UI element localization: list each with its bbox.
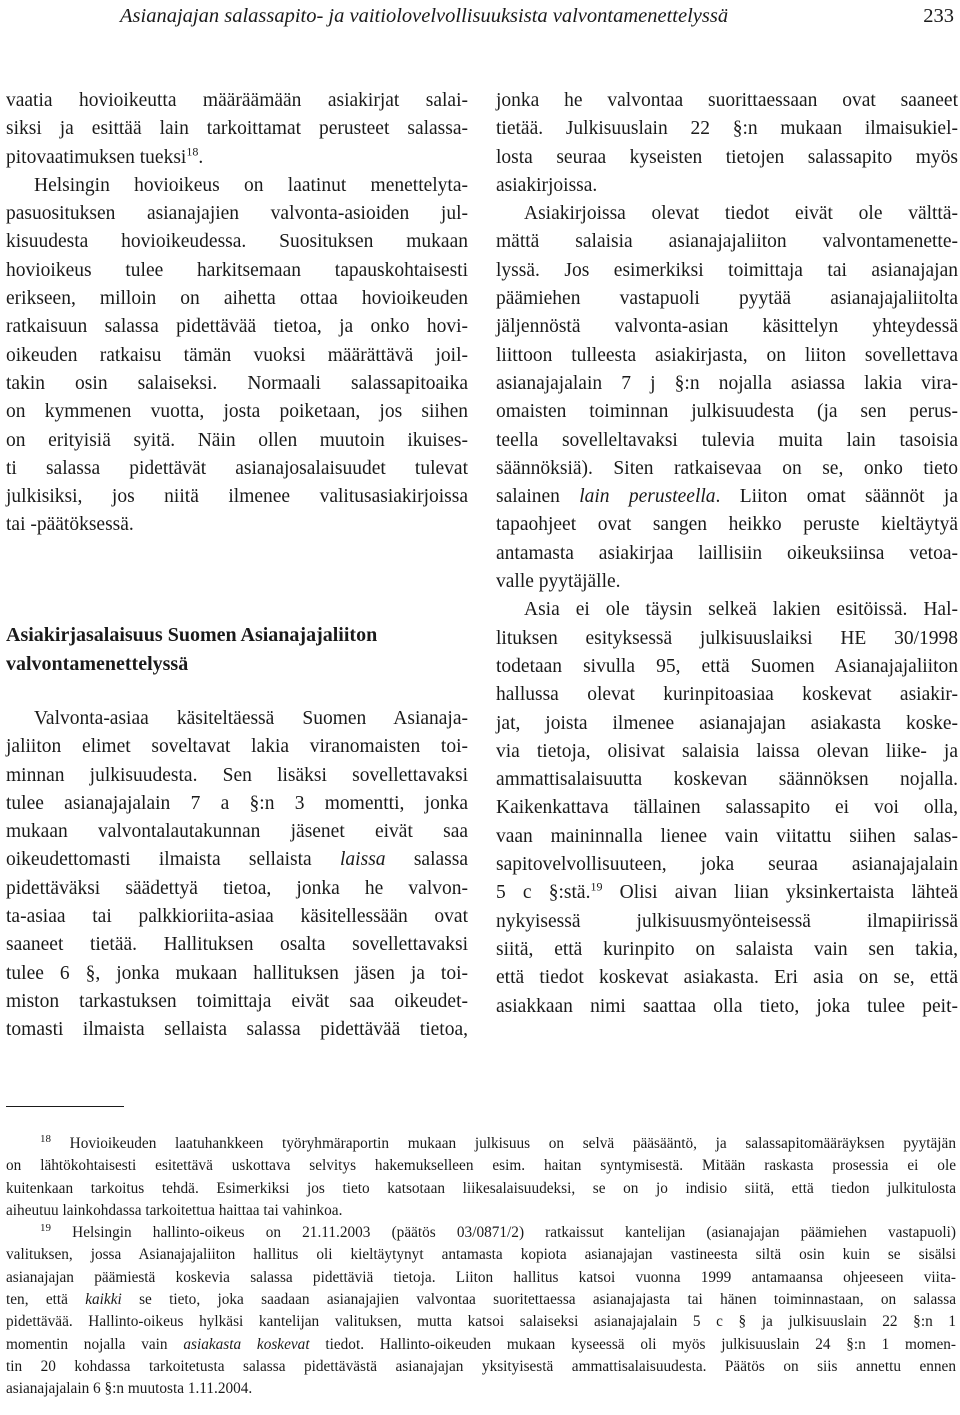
footnote-ref-19[interactable]: 19 [590,879,603,894]
text-fragment: Hovioikeuden laatuhankkeen työryhmäraportin mukaan julkisuus on selvä pääsääntö, ja salassapitomääräyksen pyytäjän [69,1135,956,1152]
text-fragment: se tieto, joka saadaan asianajajien valvontaa suoritettaessa asianajajasta tai hänen toiminnastaan, on salassa [121,1291,956,1309]
text-line: lyssä. Jos esimerkiksi toimittaja tai asianajajan [496,259,958,281]
footnotes [6,1133,956,1401]
heading-line: valvontamenettelyssä [6,653,189,675]
text-line: sapitovelvollisuuteen, joka seuraa asianajajalain [496,854,958,876]
emphasis: asiakasta koskevat [183,1335,310,1353]
text-line: nykyisessä julkisuusmyönteisessä ilmapiirissä [496,910,958,932]
footnote-ref-18[interactable]: 18 [186,144,199,159]
text-line: ta-asiaa tai palkkioriita-asiaa käsitellessään ovat [6,906,468,928]
text-line [6,1334,956,1356]
text-line: asiakirjoissa. [496,174,598,196]
text-line: asiakkaan nimi saattaa olla tieto, joka tulee peit- [496,995,958,1017]
footnote-number: 18 [40,1132,51,1145]
text-line: mättä salaisia asianajajaliiton valvontamenette- [496,231,958,253]
text-line: että tiedot koskevat asiakasta. Eri asia on se, että [496,967,958,989]
page-number: 233 [923,5,954,27]
text-line: teella sovelleltavaksi tulevia muita lain tasoisia [496,429,958,451]
text-line: omaisten toiminnan julkisuudesta (ja sen perus- [496,401,958,423]
text-line: losta seuraa kyseisten tietojen salassapito myös [496,146,958,168]
text-line: kisuudesta hovioikeudessa. Suosituksen mukaan [6,231,468,253]
text-line: saaneet tietää. Hallituksen osalta sovellettavaksi [6,934,468,956]
footnote-18 [6,1133,956,1222]
text-line: siitä, että kurinpito on salaista vain sen takia, [496,938,958,960]
text-line: ratkaisuun salassa pidettävää tietoa, ja onko hovi- [6,316,468,338]
text-line: pidettäväksi säädettyä tietoa, jonka he valvon- [6,877,468,899]
emphasis: lain perusteella [579,486,716,508]
text-line: valle pyytäjälle. [496,571,621,593]
text-line: Helsingin hovioikeus on laatinut menettelyta- [34,174,468,196]
text-line: jaliiton elimet soveltavat lakia viranomaisten toi- [6,736,468,758]
emphasis: kaikki [85,1291,122,1309]
section-heading [6,621,468,679]
emphasis: laissa [340,849,386,871]
text-line: jonka he valvontaa suorittaessaan ovat saaneet [496,90,958,111]
text-line: aiheutuu lainkohdassa tarkoitettua haittaa tai vahinkoa. [6,1201,343,1219]
text-line: antamasta asiakirjaa laillisiin oikeuksiinsa vetoa- [496,542,958,564]
text-fragment: pitovaatimuksen tueksi [6,146,187,168]
paragraph [6,705,468,1045]
paragraph [496,596,958,1020]
text-line: pidettävää. Hallinto-oikeus hylkäsi kantelijan valituksen, mutta katsoi salaiseksi asianajajalain 5 c § ja julkisuuslain 22 §:n 1 [6,1313,956,1331]
text-line: jat, joista ilmenee asianajajan asiakasta koske- [496,712,958,734]
text-line: valituksen, jossa Asianajajaliiton hallitus oli kieltäytynyt antamasta kopiota asianajajan vastineesta siltä osin kuin se sisälsi [6,1246,956,1264]
text-fragment: ten, että [6,1291,86,1309]
text-fragment: . [198,146,204,168]
text-line: miston tarkastuksen toimittaja eivät saa oikeudet- [6,990,468,1012]
text-line: asianajajalain 6 §:n muutosta 1.11.2004. [6,1380,253,1398]
text-line: asianajajalain 7 j §:n nojalla asiassa lakia vira- [496,372,958,394]
text-line: lituksen esityksessä julkisuuslaiksi HE 30/1998 [496,627,958,649]
text-line: on erityisiä syitä. Näin ollen muutoin ikuises- [6,429,468,451]
text-line: jäljennöstä valvonta-asian käsittelyn yhteydessä [496,316,958,338]
text-line [6,846,468,874]
text-fragment: momentin nojalla vain [6,1335,184,1353]
text-line: via tietoja, olisivat salaisia laissa olevan liike- ja [496,740,958,762]
text-line: tai -päätöksessä. [6,514,134,536]
footnote-number: 19 [40,1222,51,1235]
footnote-divider [6,1106,124,1107]
text-line: tomasti ilmaista sellaista salassa pidettävää tietoa, [6,1019,468,1041]
text-line: oikeuden ratkaisu tämän vuoksi määrättävä joil- [6,344,468,366]
heading-line: Asiakirjasalaisuus Suomen Asianajajaliiton [6,624,378,646]
text-fragment: Olisi aivan liian yksinkertaista lähteä [602,882,959,904]
text-line: liittoon tulleesta asiakirjasta, on liiton sovellettava [496,344,958,366]
text-line: tietää. Julkisuuslain 22 §:n mukaan ilmaisukiel- [496,118,958,140]
text-line: takin osin salaiseksi. Normaali salassapitoaika [6,372,468,394]
text-line: todetaan sivulla 95, että Suomen Asianajajaliiton [496,655,958,677]
text-line [496,879,958,907]
text-line: asianajajan päämiestä koskevia salassa pidettäviä tietoja. Liiton hallitus katsoi vuonna 1999 antamaansa ohjeeseen viita- [6,1268,956,1286]
text-line [6,1133,956,1155]
footnote-19 [6,1222,956,1400]
text-line: minnan julkisuudesta. Sen lisäksi sovellettavaksi [6,764,468,786]
text-line: kuitenkaan tarkoitus tehdä. Esimerkiksi jos tieto katsotaan liikesalaisuudeksi, se on jo indisio siitä, että tiedon julkitulosta [6,1179,956,1197]
text-line: Kaikenkattava tällainen salassapito ei voi olla, [496,797,958,819]
text-fragment: oikeudettomasti ilmaista sellaista [6,849,341,871]
text-fragment: salassa [385,849,468,871]
text-line: mukaan valvontalautakunnan jäsenet eivät saa [6,821,468,843]
text-line [496,483,958,511]
text-line: on kymmenen vuotta, josta poiketaan, jos siihen [6,401,468,423]
text-line: Asia ei ole täysin selkeä lakien esitöissä. Hal- [524,599,958,621]
text-line [6,144,468,172]
text-line: säännöksiä). Siten ratkaisevaa on se, onko tieto [496,457,958,479]
paragraph [496,200,958,596]
left-column-bottom [6,705,468,1045]
text-line: päämiehen vastapuoli pyytää asianajajaliitolta [496,288,958,310]
paragraph [6,172,468,540]
text-fragment: Helsingin hallinto-oikeus on 21.11.2003 (päätös 03/0871/2) ratkaissut kantelijan (asianajajan päämiehen vastapuoli) [72,1224,956,1242]
paragraph [6,87,468,172]
text-line: Valvonta-asiaa käsiteltäessä Suomen Asianaja- [34,708,468,729]
text-line: ammattisalaisuutta koskevan säännöksen nojalla. [496,769,958,791]
text-line: on lähtökohtaisesti esitettävä uskottava selvitys hakemukselleen esim. haitan syntymisestä. Mitään raskasta prosessia ei ole [6,1157,956,1175]
text-fragment: . Liiton omat säännöt ja [715,486,959,508]
text-fragment: 5 c §:stä. [496,882,591,904]
text-line: ti salassa pidettävät asianajosalaisuudet tulevat [6,457,468,479]
text-line: vaan maininnalla lienee vain viitattu siihen salas- [496,825,958,847]
left-column-top [6,87,468,540]
text-line [6,1289,956,1311]
text-line: julkisiksi, jos niitä ilmenee valitusasiakirjoissa [6,486,468,508]
text-line: hovioikeus tulee harkitsemaan tapauskohtaisesti [6,259,468,281]
text-line: vaatia hovioikeutta määräämään asiakirjat salai- [6,90,468,111]
text-line: siksi ja esittää lain tarkoittamat perusteet salassa- [6,118,468,140]
text-line: erikseen, milloin on aihetta ottaa hovioikeuden [6,288,468,310]
paragraph [496,87,958,200]
text-line: tulee 6 §, jonka mukaan hallituksen jäsen ja toi- [6,962,468,984]
running-title: Asianajajan salassapito- ja vaitiolovelvollisuuksista valvontamenettelyssä [120,5,729,27]
text-fragment: salainen [496,486,580,508]
right-column [496,87,958,1021]
text-line: tulee asianajajalain 7 a §:n 3 momentti, jonka [6,792,468,814]
text-line: tapaohjeet ovat sangen heikko peruste kieltäytyä [496,514,958,536]
text-fragment: tiedot. Hallinto-oikeuden mukaan kyseessä oli myös julkisuuslain 24 §:n 1 momen- [309,1335,956,1353]
text-line: Asiakirjoissa olevat tiedot eivät ole välttä- [524,203,958,225]
text-line: hallussa olevat kurinpitoasiaa koskevat asiakir- [496,684,958,706]
text-line: pasuosituksen asianajajien valvonta-asioiden jul- [6,203,468,225]
running-head [0,2,960,30]
text-line [6,1222,956,1244]
text-line: tin 20 kohdassa tarkoitetusta salassa pidettävästä asianajajan yksityisestä ammattisalaisuudesta. Päätös on siis annettu ennen [6,1357,956,1375]
